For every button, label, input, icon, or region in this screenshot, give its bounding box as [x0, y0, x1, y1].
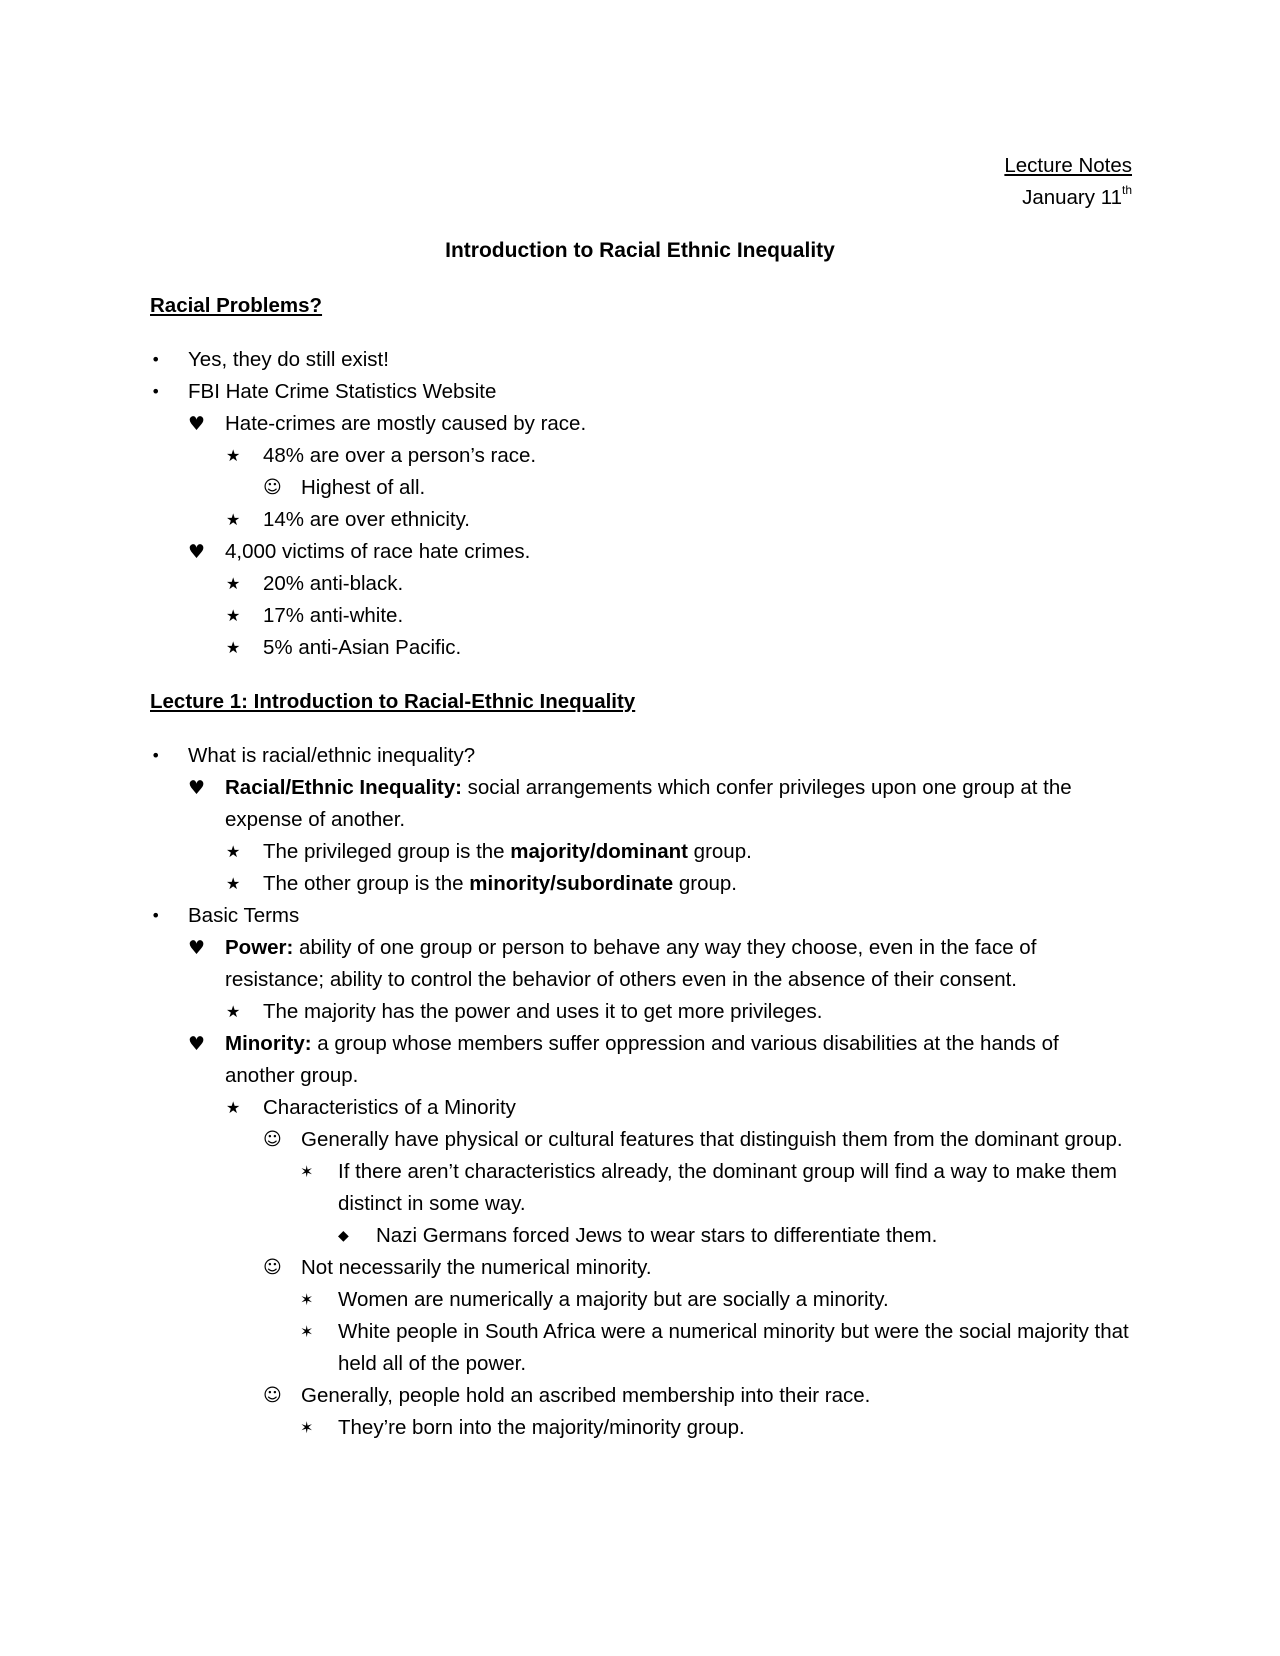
- list-item-text: Not necessarily the numerical minority.: [301, 1256, 652, 1279]
- list-item: [0, 472, 1280, 504]
- list-item: [0, 1252, 1280, 1284]
- lecture-date: [1022, 182, 1132, 214]
- star-bullet-icon: ★: [226, 510, 241, 529]
- heart-bullet-icon: ♥: [188, 777, 206, 799]
- list-item-text: [225, 932, 1132, 996]
- list-item-text: Nazi Germans forced Jews to wear stars to differentiate them.: [376, 1224, 938, 1247]
- list-item-text: If there aren’t characteristics already, the dominant group will find a way to make them distinct in some way.: [338, 1160, 1117, 1215]
- list-item: [0, 772, 1280, 836]
- list-item-text: Hate-crimes are mostly caused by race.: [225, 412, 587, 435]
- list-item: [0, 1284, 1280, 1316]
- asterisk-bullet-icon: ✶: [300, 1322, 314, 1341]
- list-item-text: Basic Terms: [188, 904, 300, 927]
- definition-text: ability of one group or person to behave any way they choose, even in the face of resistance; ability to control the behavior of others even in the absence of their consent.: [225, 936, 1037, 991]
- list-item-text: 20% anti-black.: [263, 572, 404, 595]
- lecture-date-main: January 11: [1022, 186, 1122, 209]
- section-heading-racial-problems: Racial Problems?: [150, 294, 323, 317]
- star-bullet-icon: ★: [226, 606, 241, 625]
- racial-problems-list: [0, 344, 1280, 664]
- term-minority: Minority:: [225, 1032, 312, 1055]
- list-item-text: 14% are over ethnicity.: [263, 508, 471, 531]
- list-item-text: 5% anti-Asian Pacific.: [263, 636, 462, 659]
- diamond-bullet-icon: ◆: [338, 1228, 349, 1244]
- bullet-dot-icon: •: [151, 746, 161, 765]
- list-item-text: [225, 772, 1132, 836]
- list-item-text: The majority has the power and uses it to get more privileges.: [263, 1000, 823, 1023]
- list-item: [0, 868, 1280, 900]
- list-item: [0, 408, 1280, 440]
- definition-text: social arrangements which confer privileges upon one group at the expense of another.: [225, 776, 1072, 831]
- smiley-bullet-icon: ☺: [263, 1129, 282, 1150]
- asterisk-bullet-icon: ✶: [300, 1290, 314, 1309]
- list-item: [0, 1220, 1280, 1252]
- smiley-bullet-icon: ☺: [263, 1385, 282, 1406]
- list-item-text: They’re born into the majority/minority group.: [338, 1416, 745, 1439]
- list-item: [0, 344, 1280, 376]
- list-item-text: Highest of all.: [301, 476, 426, 499]
- term-racial-ethnic-inequality: Racial/Ethnic Inequality:: [225, 776, 462, 799]
- list-item-text: [225, 1028, 1132, 1092]
- heart-bullet-icon: ♥: [188, 541, 206, 563]
- definition-text: a group whose members suffer oppression and various disabilities at the hands of another group.: [225, 1032, 1059, 1087]
- list-item: [0, 440, 1280, 472]
- list-item: [0, 996, 1280, 1028]
- lecture-notes-label: Lecture Notes: [1004, 154, 1132, 177]
- heart-bullet-icon: ♥: [188, 937, 206, 959]
- term-majority-dominant: majority/dominant: [510, 840, 688, 863]
- list-item-text: Characteristics of a Minority: [263, 1096, 516, 1119]
- star-bullet-icon: ★: [226, 638, 241, 657]
- list-item: [0, 1412, 1280, 1444]
- bullet-dot-icon: •: [151, 350, 161, 369]
- text-segment: The other group is the: [263, 872, 470, 895]
- list-item-text: What is racial/ethnic inequality?: [188, 744, 476, 767]
- list-item: [0, 600, 1280, 632]
- list-item-text: Generally have physical or cultural features that distinguish them from the dominant group.: [301, 1128, 1123, 1151]
- list-item-text: 17% anti-white.: [263, 604, 404, 627]
- list-item: [0, 504, 1280, 536]
- bullet-dot-icon: •: [151, 906, 161, 925]
- lecture-date-suffix: th: [1121, 183, 1132, 198]
- list-item-text: [263, 868, 1132, 900]
- list-item-text: 48% are over a person’s race.: [263, 444, 537, 467]
- star-bullet-icon: ★: [226, 446, 241, 465]
- text-segment: group.: [687, 840, 752, 863]
- list-item: [0, 1092, 1280, 1124]
- section-heading-lecture-1: Lecture 1: Introduction to Racial-Ethnic Inequality: [150, 690, 636, 713]
- star-bullet-icon: ★: [226, 574, 241, 593]
- asterisk-bullet-icon: ✶: [300, 1418, 314, 1437]
- term-power: Power:: [225, 936, 294, 959]
- text-segment: group.: [673, 872, 737, 895]
- bullet-dot-icon: •: [151, 382, 161, 401]
- lecture-1-list: [0, 740, 1280, 1444]
- list-item: [0, 740, 1280, 772]
- asterisk-bullet-icon: ✶: [300, 1162, 314, 1181]
- list-item-text: FBI Hate Crime Statistics Website: [188, 380, 497, 403]
- star-bullet-icon: ★: [226, 1002, 241, 1021]
- list-item-text: Women are numerically a majority but are socially a minority.: [338, 1288, 889, 1311]
- list-item-text: 4,000 victims of race hate crimes.: [225, 540, 531, 563]
- list-item: [0, 932, 1280, 996]
- heart-bullet-icon: ♥: [188, 1033, 206, 1055]
- list-item: [0, 568, 1280, 600]
- list-item: [0, 1028, 1280, 1092]
- heart-bullet-icon: ♥: [188, 413, 206, 435]
- list-item: [0, 1380, 1280, 1412]
- star-bullet-icon: ★: [226, 1098, 241, 1117]
- smiley-bullet-icon: ☺: [263, 477, 282, 498]
- star-bullet-icon: ★: [226, 874, 241, 893]
- star-bullet-icon: ★: [226, 842, 241, 861]
- list-item-text: Generally, people hold an ascribed membership into their race.: [301, 1384, 871, 1407]
- list-item-text: White people in South Africa were a numerical minority but were the social majority that held all of the power.: [338, 1320, 1129, 1375]
- term-minority-subordinate: minority/subordinate: [469, 872, 674, 895]
- list-item: [0, 1156, 1280, 1220]
- list-item-text: Yes, they do still exist!: [188, 348, 389, 371]
- list-item: [0, 1316, 1280, 1380]
- list-item: [0, 376, 1280, 408]
- list-item: [0, 1124, 1280, 1156]
- list-item: [0, 536, 1280, 568]
- smiley-bullet-icon: ☺: [263, 1257, 282, 1278]
- list-item: [0, 632, 1280, 664]
- list-item: [0, 836, 1280, 868]
- list-item-text: [263, 836, 1132, 868]
- document-title: Introduction to Racial Ethnic Inequality: [445, 239, 835, 262]
- text-segment: The privileged group is the: [263, 840, 511, 863]
- list-item: [0, 900, 1280, 932]
